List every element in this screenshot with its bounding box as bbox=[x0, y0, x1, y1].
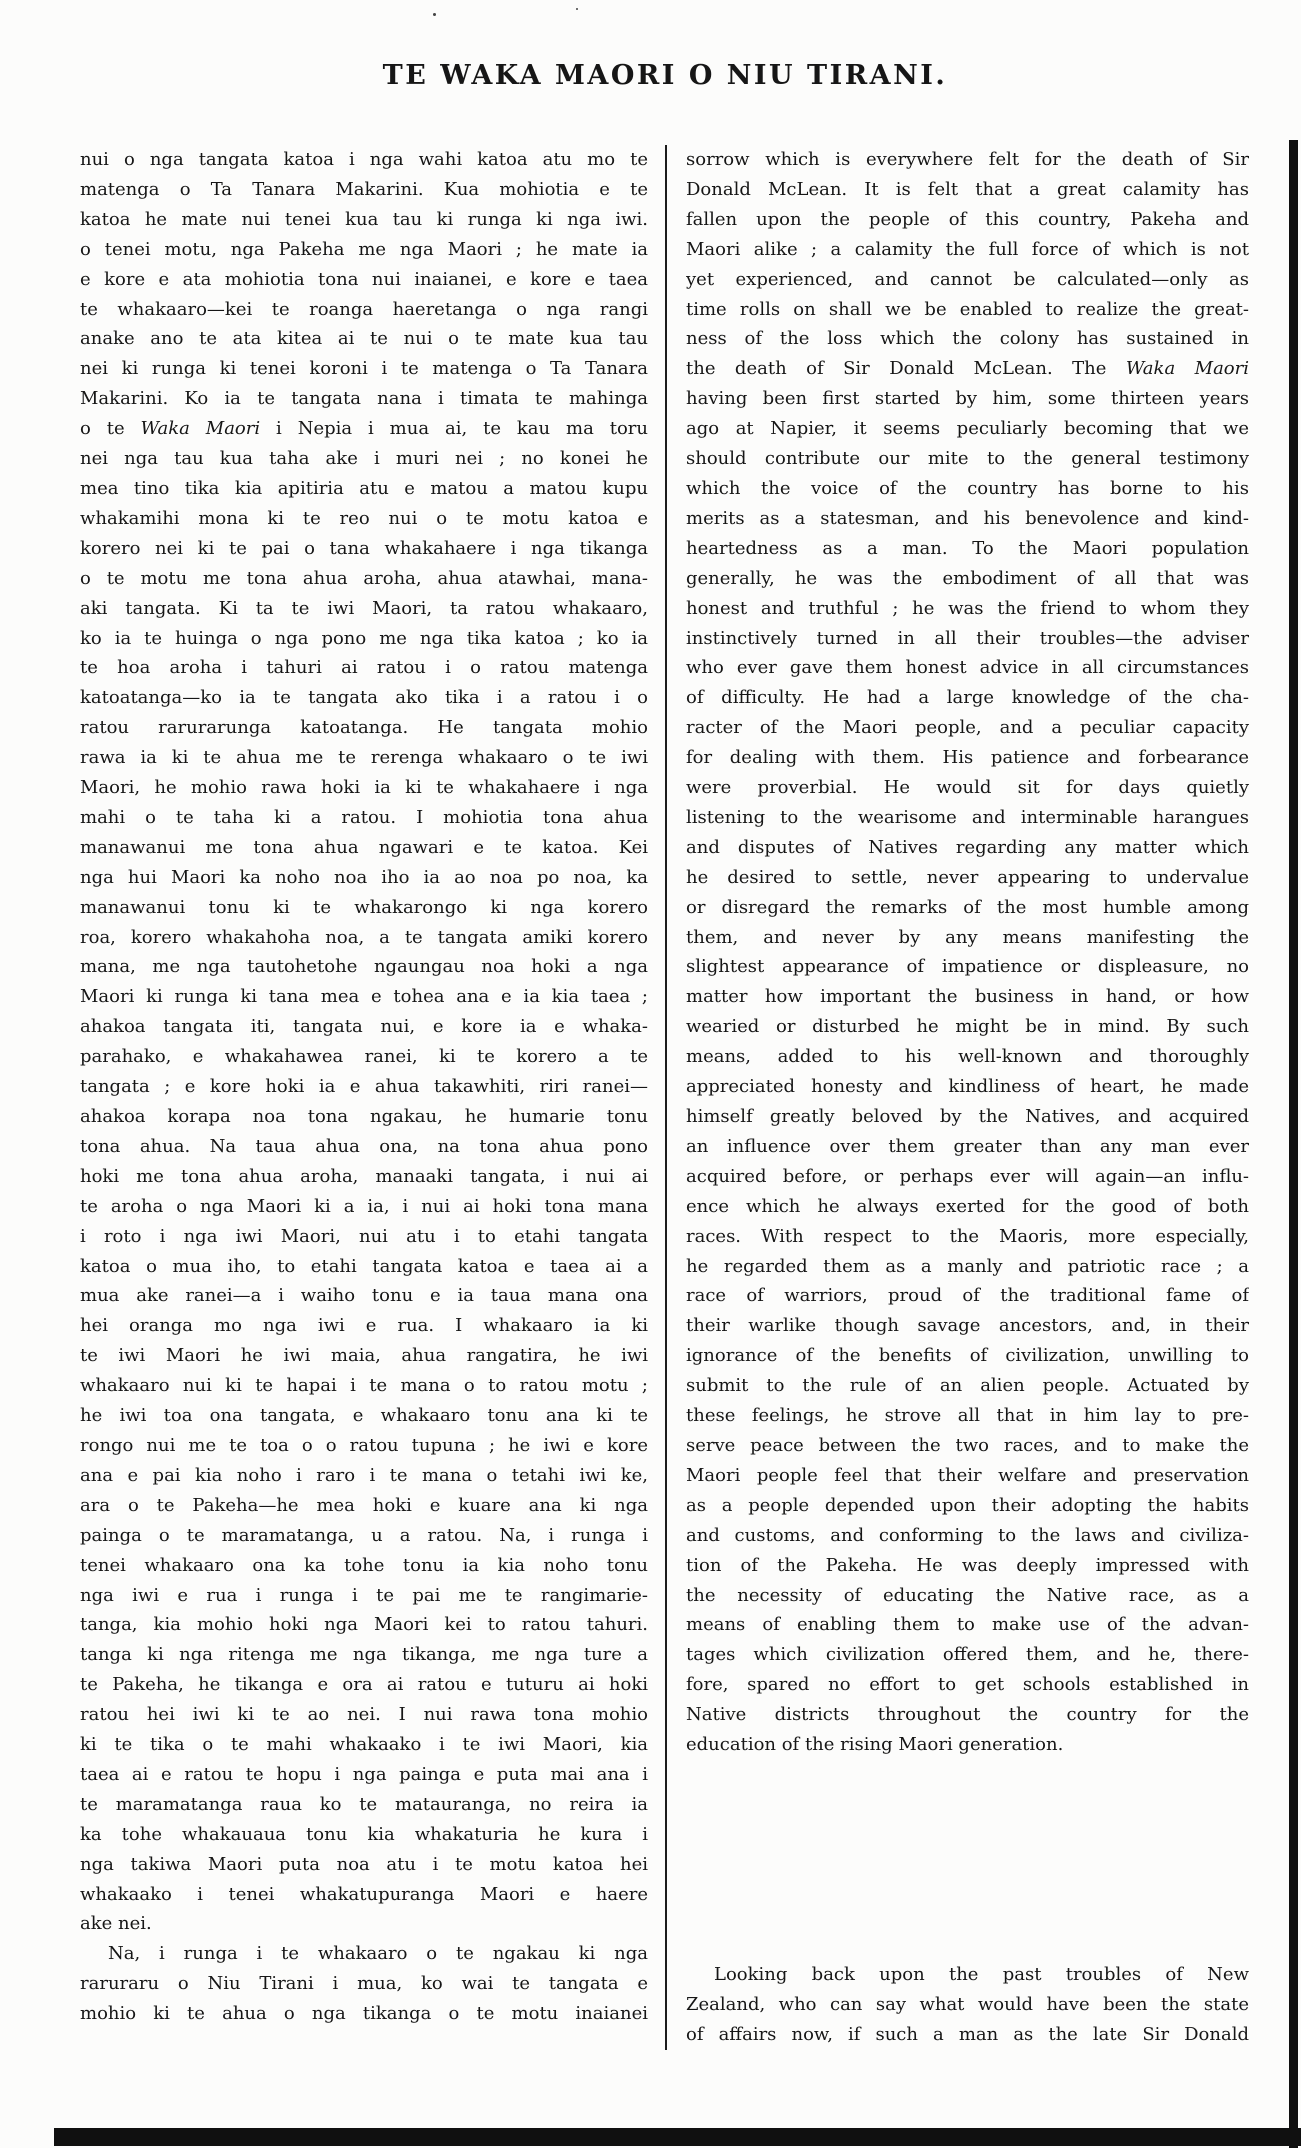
text-line: means, added to his well-known and thoroughly bbox=[686, 1046, 1249, 1068]
text-line: rawa ia ki te ahua me te rerenga whakaaro o te iwi bbox=[80, 747, 648, 769]
text-line: Zealand, who can say what would have been the state bbox=[686, 1993, 1249, 2015]
text-line: ahakoa tangata iti, tangata nui, e kore ia e whaka- bbox=[80, 1016, 648, 1038]
text-line: of difficulty. He had a large knowledge of the cha- bbox=[686, 687, 1249, 709]
text-line: listening to the wearisome and interminable harangues bbox=[686, 806, 1249, 828]
text-line: serve peace between the two races, and to make the bbox=[686, 1434, 1249, 1456]
text-line: them, and never by any means manifesting the bbox=[686, 926, 1249, 948]
text-line: Looking back upon the past troubles of New bbox=[714, 1963, 1249, 1985]
text-line: te hoa aroha i tahuri ai ratou i o ratou matenga bbox=[80, 657, 648, 679]
text-line: tages which civilization offered them, and he, there- bbox=[686, 1644, 1249, 1666]
text-line: Makarini. Ko ia te tangata nana i timata te mahinga bbox=[80, 388, 648, 410]
text-line: and disputes of Natives regarding any matter which bbox=[686, 836, 1249, 858]
text-line: he regarded them as a manly and patriotic race ; a bbox=[686, 1255, 1249, 1277]
text-line: tona ahua. Na taua ahua ona, na tona ahua pono bbox=[80, 1135, 648, 1157]
text-line: hei oranga mo nga iwi e rua. I whakaaro ia ki bbox=[80, 1315, 648, 1337]
text-line: parahako, e whakahawea ranei, ki te korero a te bbox=[80, 1046, 648, 1068]
text-line: ko ia te huinga o nga pono me nga tika katoa ; ko ia bbox=[80, 627, 648, 649]
text-line: Maori people feel that their welfare and preservation bbox=[686, 1464, 1249, 1486]
text-line: te Pakeha, he tikanga e ora ai ratou e tuturu ai hoki bbox=[80, 1674, 648, 1696]
text-line: rongo nui me te toa o o ratou tupuna ; he iwi e kore bbox=[80, 1434, 648, 1456]
scan-speck bbox=[433, 13, 436, 16]
scan-artifact-bottom-band bbox=[54, 2128, 1301, 2146]
text-line: Donald McLean. It is felt that a great calamity has bbox=[686, 178, 1249, 200]
text-line: and customs, and conforming to the laws and civiliza- bbox=[686, 1524, 1249, 1546]
text-line: te maramatanga raua ko te matauranga, no reira ia bbox=[80, 1793, 648, 1815]
text-line: korero nei ki te pai o tana whakahaere i nga tikanga bbox=[80, 537, 648, 559]
text-line: tanga ki nga ritenga me nga tikanga, me nga ture a bbox=[80, 1644, 648, 1666]
text-line: mohio ki te ahua o nga tikanga o te motu inaianei bbox=[80, 2003, 648, 2025]
text-line: he desired to settle, never appearing to undervalue bbox=[686, 866, 1249, 888]
text-line: nei ki runga ki tenei koroni i te matenga o Ta Tanara bbox=[80, 358, 648, 380]
text-line: racter of the Maori people, and a peculiar capacity bbox=[686, 717, 1249, 739]
text-line: appreciated honesty and kindliness of heart, he made bbox=[686, 1076, 1249, 1098]
text-line: Maori, he mohio rawa hoki ia ki te whakahaere i nga bbox=[80, 777, 648, 799]
text-line: their warlike though savage ancestors, and, in their bbox=[686, 1315, 1249, 1337]
text-line: as a people depended upon their adopting the habits bbox=[686, 1494, 1249, 1516]
left-column bbox=[80, 145, 648, 2050]
text-line: ara o te Pakeha—he mea hoki e kuare ana ki nga bbox=[80, 1494, 648, 1516]
text-line: e kore e ata mohiotia tona nui inaianei, e kore e taea bbox=[80, 268, 648, 290]
article-text-block bbox=[80, 145, 1249, 2050]
text-line: ratou hei iwi ki te ao nei. I nui rawa tona mohio bbox=[80, 1704, 648, 1726]
text-line: fore, spared no effort to get schools established in bbox=[686, 1674, 1249, 1696]
text-line: te aroha o nga Maori ki a ia, i nui ai hoki tona mana bbox=[80, 1195, 648, 1217]
text-line: ignorance of the benefits of civilization, unwilling to bbox=[686, 1345, 1249, 1367]
text-line: ence which he always exerted for the good of both bbox=[686, 1195, 1249, 1217]
text-line: of affairs now, if such a man as the late Sir Donald bbox=[686, 2023, 1249, 2045]
masthead-title: TE WAKA MAORI O NIU TIRANI. bbox=[382, 60, 948, 91]
text-line: ago at Napier, it seems peculiarly becoming that we bbox=[686, 418, 1249, 440]
text-line: tenei whakaaro ona ka tohe tonu ia kia noho tonu bbox=[80, 1554, 648, 1576]
text-line: sorrow which is everywhere felt for the death of Sir bbox=[686, 149, 1249, 170]
text-line: nui o nga tangata katoa i nga wahi katoa atu mo te bbox=[80, 149, 648, 170]
text-line: katoa o mua iho, to etahi tangata katoa e taea ai a bbox=[80, 1255, 648, 1277]
text-line: an influence over them greater than any man ever bbox=[686, 1135, 1249, 1157]
text-line: merits as a statesman, and his benevolence and kind- bbox=[686, 507, 1249, 529]
text-line: race of warriors, proud of the traditional fame of bbox=[686, 1285, 1249, 1307]
text-line: whakaaro nui ki te hapai i te mana o to ratou motu ; bbox=[80, 1375, 648, 1397]
paragraph bbox=[80, 1939, 648, 2029]
text-line: which the voice of the country has borne to his bbox=[686, 477, 1249, 499]
scan-speck bbox=[576, 8, 578, 10]
text-line: tanga, kia mohio hoki nga Maori kei to ratou tahuri. bbox=[80, 1614, 648, 1636]
text-line: ahakoa korapa noa tona ngakau, he humarie tonu bbox=[80, 1106, 648, 1127]
text-line: he iwi toa ona tangata, e whakaaro tonu ana ki te bbox=[80, 1405, 648, 1427]
text-line: tion of the Pakeha. He was deeply impressed with bbox=[686, 1554, 1249, 1576]
text-line: ness of the loss which the colony has sustained in bbox=[686, 328, 1249, 350]
text-line: education of the rising Maori generation. bbox=[686, 1734, 1064, 1756]
text-line: instinctively turned in all their troubles—the adviser bbox=[686, 627, 1249, 649]
text-line: Na, i runga i te whakaaro o te ngakau ki nga bbox=[108, 1943, 648, 1965]
text-line: having been first started by him, some thirteen years bbox=[686, 388, 1249, 410]
text-line: ka tohe whakauaua tonu kia whakaturia he kura i bbox=[80, 1823, 648, 1845]
text-line: who ever gave them honest advice in all circumstances bbox=[686, 657, 1249, 679]
paragraph bbox=[80, 145, 648, 1939]
text-line: slightest appearance of impatience or displeasure, no bbox=[686, 956, 1249, 978]
text-line: o te motu me tona ahua aroha, ahua atawhai, mana- bbox=[80, 567, 648, 589]
text-line: matter how important the business in hand, or how bbox=[686, 986, 1249, 1008]
text-line: aki tangata. Ki ta te iwi Maori, ta ratou whakaaro, bbox=[80, 597, 648, 619]
text-line: raruraru o Niu Tirani i mua, ko wai te tangata e bbox=[80, 1973, 648, 1995]
text-line: himself greatly beloved by the Natives, and acquired bbox=[686, 1106, 1249, 1127]
text-line: or disregard the remarks of the most humble among bbox=[686, 896, 1249, 918]
text-line: for dealing with them. His patience and forbearance bbox=[686, 747, 1249, 769]
paragraph bbox=[686, 145, 1249, 1760]
text-line: the death of Sir Donald McLean. The Waka Maori bbox=[686, 358, 1249, 380]
text-line: o tenei motu, nga Pakeha me nga Maori ; he mate ia bbox=[80, 238, 648, 260]
text-line: nga iwi e rua i runga i te pai me te rangimarie- bbox=[80, 1584, 648, 1606]
text-line: whakaako i tenei whakatupuranga Maori e haere bbox=[80, 1883, 648, 1905]
text-line: te iwi Maori he iwi maia, ahua rangatira, he iwi bbox=[80, 1345, 648, 1367]
text-line: time rolls on shall we be enabled to realize the great- bbox=[686, 298, 1249, 320]
text-line: ana e pai kia noho i raro i te mana o tetahi iwi ke, bbox=[80, 1464, 648, 1486]
text-line: katoatanga—ko ia te tangata ako tika i a ratou i o bbox=[80, 687, 648, 709]
text-line: Maori ki runga ki tana mea e tohea ana e ia kia taea ; bbox=[80, 986, 648, 1008]
text-line: ratou rarurarunga katoatanga. He tangata mohio bbox=[80, 717, 648, 739]
text-line: roa, korero whakahoha noa, a te tangata amiki korero bbox=[80, 926, 648, 948]
text-line: manawanui tonu ki te whakarongo ki nga korero bbox=[80, 896, 648, 918]
text-line: manawanui me tona ahua ngawari e te katoa. Kei bbox=[80, 836, 648, 858]
text-line: i roto i nga iwi Maori, nui atu i to etahi tangata bbox=[80, 1225, 648, 1247]
text-line: tangata ; e kore hoki ia e ahua takawhiti, riri ranei— bbox=[80, 1076, 648, 1098]
paragraph bbox=[686, 1960, 1249, 2050]
scan-artifact-right-edge bbox=[1289, 140, 1298, 2148]
text-line: ki te tika o te mahi whakaako i te iwi Maori, kia bbox=[80, 1734, 648, 1756]
text-line: yet experienced, and cannot be calculated—only as bbox=[686, 268, 1249, 290]
text-line: mua ake ranei—a i waiho tonu e ia taua mana ona bbox=[80, 1285, 648, 1307]
text-line: mea tino tika kia apitiria atu e matou a matou kupu bbox=[80, 477, 648, 499]
text-line: should contribute our mite to the general testimony bbox=[686, 448, 1249, 470]
text-line: painga o te maramatanga, u a ratou. Na, i runga i bbox=[80, 1524, 648, 1546]
text-line: anake ano te ata kitea ai te nui o te mate kua tau bbox=[80, 328, 648, 350]
text-line: ake nei. bbox=[80, 1913, 152, 1935]
text-line: katoa he mate nui tenei kua tau ki runga ki nga iwi. bbox=[80, 208, 648, 230]
text-line: Native districts throughout the country for the bbox=[686, 1704, 1249, 1726]
text-line: taea ai e ratou te hopu i nga painga e puta mai ana i bbox=[80, 1763, 648, 1785]
text-line: nga hui Maori ka noho noa iho ia ao noa po noa, ka bbox=[80, 866, 648, 888]
right-column bbox=[686, 145, 1249, 2050]
text-line: hoki me tona ahua aroha, manaaki tangata, i nui ai bbox=[80, 1165, 648, 1187]
text-line: means of enabling them to make use of the advan- bbox=[686, 1614, 1249, 1636]
text-line: races. With respect to the Maoris, more especially, bbox=[686, 1225, 1249, 1247]
text-line: the necessity of educating the Native race, as a bbox=[686, 1584, 1249, 1606]
text-line: these feelings, he strove all that in him lay to pre- bbox=[686, 1405, 1249, 1427]
text-line: mahi o te taha ki a ratou. I mohiotia tona ahua bbox=[80, 806, 648, 828]
text-line: generally, he was the embodiment of all that was bbox=[686, 567, 1249, 589]
text-line: wearied or disturbed he might be in mind. By such bbox=[686, 1016, 1249, 1038]
text-line: o te Waka Maori i Nepia i mua ai, te kau ma toru bbox=[80, 418, 648, 440]
text-line: heartedness as a man. To the Maori population bbox=[686, 537, 1249, 559]
column-divider-rule bbox=[665, 145, 667, 2050]
text-line: nei nga tau kua taha ake i muri nei ; no konei he bbox=[80, 448, 648, 470]
text-line: whakamihi mona ki te reo nui o te motu katoa e bbox=[80, 507, 648, 529]
text-line: te whakaaro—kei te roanga haeretanga o nga rangi bbox=[80, 298, 648, 320]
text-line: nga takiwa Maori puta noa atu i te motu katoa hei bbox=[80, 1853, 648, 1875]
text-line: acquired before, or perhaps ever will again—an influ- bbox=[686, 1165, 1249, 1187]
text-line: matenga o Ta Tanara Makarini. Kua mohiotia e te bbox=[80, 178, 648, 200]
text-line: Maori alike ; a calamity the full force of which is not bbox=[686, 238, 1249, 260]
text-line: submit to the rule of an alien people. Actuated by bbox=[686, 1375, 1249, 1397]
text-line: honest and truthful ; he was the friend to whom they bbox=[686, 597, 1249, 619]
text-line: mana, me nga tautohetohe ngaungau noa hoki a nga bbox=[80, 956, 648, 978]
text-line: were proverbial. He would sit for days quietly bbox=[686, 777, 1249, 799]
text-line: fallen upon the people of this country, Pakeha and bbox=[686, 208, 1249, 230]
